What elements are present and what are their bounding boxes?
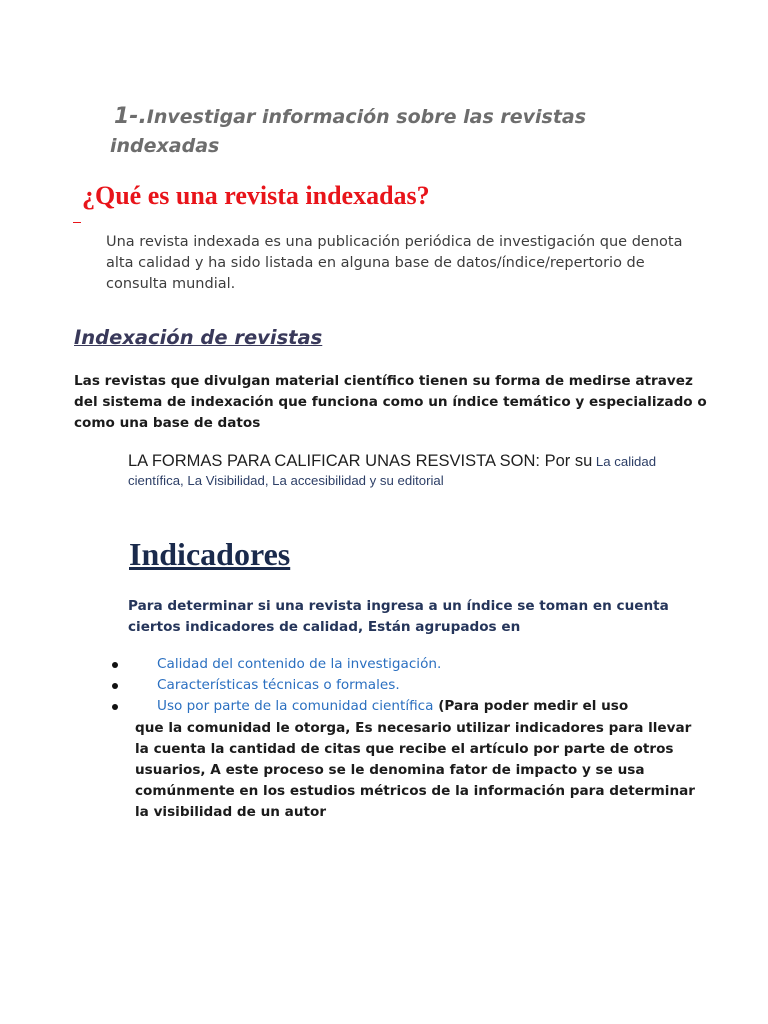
bullet-icon [112,662,118,668]
list-continuation-paragraph: que la comunidad le otorga, Es necesario utilizar indicadores para llevar la cuenta la cantidad de citas que recibe el artículo por parte de otros usuarios, A este proceso se le denomina fator de impacto y se usa comúnmente en los estudios métricos de la información para determinar la visibilidad de un autor [135,720,695,820]
indicators-list [112,654,712,717]
bullet-icon [112,683,118,689]
section-heading-1 [110,102,630,161]
indicators-heading: Indicadores [129,536,291,572]
qualification-lead: LA FORMAS PARA CALIFICAR UNAS RESVISTA SON: Por su [128,452,593,470]
indexing-heading: Indexación de revistas [74,326,323,349]
section-heading-text: Investigar información sobre las revistas indexadas [110,106,587,157]
qualification-tail: La calidad científica, La Visibilidad, La accesibilidad y su editorial [128,454,657,488]
definition-paragraph: Una revista indexada es una publicación periódica de investigación que denota alta calidad y ha sido listada en alguna base de datos/índice/repertorio de consulta mundial. [106,234,683,292]
list-item-label: Características técnicas o formales. [157,677,400,693]
qualification-paragraph [128,452,688,490]
list-item-suffix: (Para poder medir el uso [433,698,629,714]
indicators-paragraph: Para determinar si una revista ingresa a un índice se toman en cuenta ciertos indicadores de calidad, Están agrupados en [128,598,669,635]
list-item-label: Calidad del contenido de la investigación. [157,656,442,672]
list-item [112,696,712,717]
list-item [112,675,712,696]
list-item-label: Uso por parte de la comunidad científica [157,698,434,714]
list-item [112,654,712,675]
red-dash-mark [73,222,81,223]
section-number: 1-. [114,104,147,129]
indexing-paragraph: Las revistas que divulgan material científico tienen su forma de medirse atravez del sistema de indexación que funciona como un índice temático y especializado o como una base de datos [74,373,707,431]
question-heading: ¿Qué es una revista indexadas? [82,181,430,210]
bullet-icon [112,704,118,710]
